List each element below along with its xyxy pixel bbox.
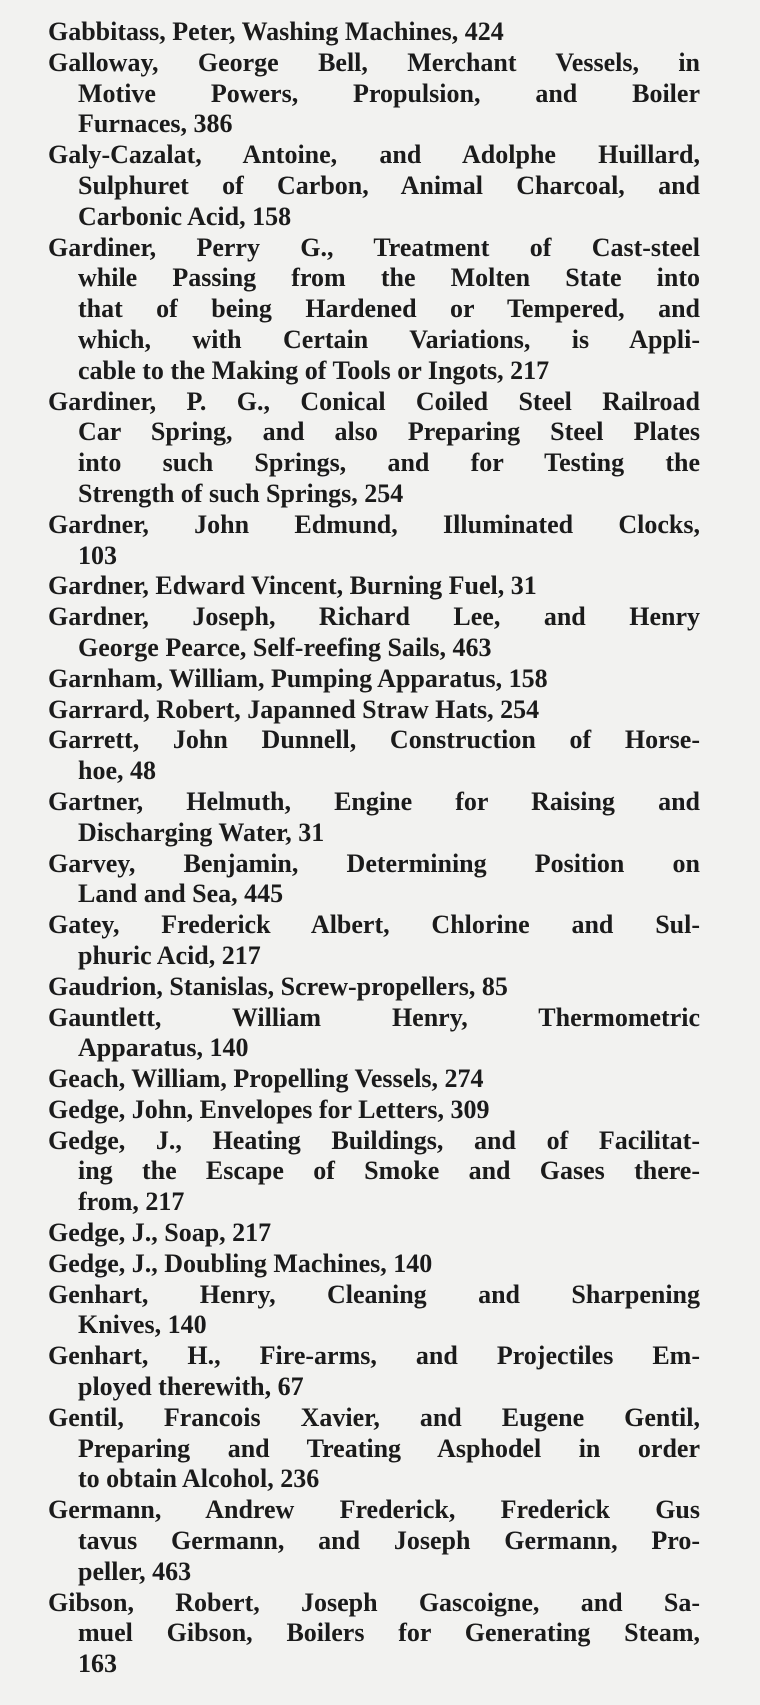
entry-continuation-line: Land and Sea, 445 [78,879,284,909]
index-entry [48,695,700,726]
index-entry [48,510,700,572]
entry-continuation-line: Furnaces, 386 [78,109,233,139]
index-entry [48,910,700,972]
entry-first-line: Gedge, John, Envelopes for Letters, 309 [48,1094,490,1124]
entry-first-line: Gauntlett, William Henry, Thermometric [48,1002,700,1032]
entry-first-line: Gartner, Helmuth, Engine for Raising and [48,786,700,816]
index-entry [48,1403,700,1495]
entry-continuation-line: into such Springs, and for Testing the [78,448,700,478]
index-entry [48,1341,700,1403]
index-entry [48,1249,700,1280]
entry-continuation-line: phuric Acid, 217 [78,940,261,970]
entry-continuation-line: George Pearce, Self-reefing Sails, 463 [78,632,492,662]
entry-continuation-line: muel Gibson, Boilers for Generating Steam, [78,1618,700,1648]
entry-first-line: Gedge, J., Doubling Machines, 140 [48,1248,433,1278]
index-entry [48,1095,700,1126]
entry-first-line: Germann, Andrew Frederick, Frederick Gus [48,1495,700,1525]
entry-first-line: Genhart, H., Fire-arms, and Projectiles Em- [48,1341,700,1371]
entry-continuation-line: Apparatus, 140 [78,1033,249,1063]
entry-continuation-line: ing the Escape of Smoke and Gases there- [78,1156,700,1186]
entry-first-line: Genhart, Henry, Cleaning and Sharpening [48,1279,700,1309]
entry-continuation-line: tavus Germann, and Joseph Germann, Pro- [78,1526,700,1556]
entry-continuation-line: Motive Powers, Propulsion, and Boiler [78,78,700,108]
index-entry [48,1218,700,1249]
entry-first-line: Gentil, Francois Xavier, and Eugene Gentil, [48,1402,700,1432]
entry-first-line: Gabbitass, Peter, Washing Machines, 424 [48,17,504,46]
entry-continuation-line: 103 [78,540,117,570]
entry-first-line: Garrard, Robert, Japanned Straw Hats, 254 [48,694,540,724]
entry-continuation-line: which, with Certain Variations, is Appli- [78,324,700,354]
entry-continuation-line: Preparing and Treating Asphodel in order [78,1433,700,1463]
entry-first-line: Gardner, John Edmund, Illuminated Clocks, [48,509,700,539]
entry-continuation-line: ployed therewith, 67 [78,1372,304,1402]
entry-continuation-line: Discharging Water, 31 [78,817,325,847]
entry-first-line: Gardner, Edward Vincent, Burning Fuel, 31 [48,571,537,601]
entry-first-line: Galy-Cazalat, Antoine, and Adolphe Huillard, [48,140,700,170]
entry-first-line: Gardiner, Perry G., Treatment of Cast-steel [48,232,700,262]
index-entry [48,1126,700,1218]
entry-continuation-line: cable to the Making of Tools or Ingots, 217 [78,355,550,385]
entry-continuation-line: 163 [78,1649,117,1679]
entry-continuation-line: Knives, 140 [78,1310,207,1340]
index-entry [48,140,700,232]
entry-continuation-line: that of being Hardened or Tempered, and [78,294,700,324]
entry-first-line: Gaudrion, Stanislas, Screw-propellers, 85 [48,971,508,1001]
entry-continuation-line: while Passing from the Molten State into [78,263,700,293]
index-entry [48,1588,700,1680]
entry-first-line: Gedge, J., Soap, 217 [48,1218,272,1248]
entry-first-line: Garrett, John Dunnell, Construction of Horse- [48,725,700,755]
index-entry [48,972,700,1003]
index-entry [48,1280,700,1342]
index-entry [48,725,700,787]
index-entry [48,787,700,849]
entry-first-line: Gardner, Joseph, Richard Lee, and Henry [48,602,700,632]
entry-continuation-line: Sulphuret of Carbon, Animal Charcoal, and [78,170,700,200]
index-entry [48,1003,700,1065]
entry-first-line: Geach, William, Propelling Vessels, 274 [48,1064,484,1094]
index-entry [48,664,700,695]
index-page [48,17,700,1680]
entry-first-line: Garnham, William, Pumping Apparatus, 158 [48,663,548,693]
index-entry [48,1495,700,1587]
entry-first-line: Gedge, J., Heating Buildings, and of Facilitat- [48,1125,700,1155]
entry-continuation-line: hoe, 48 [78,756,156,786]
entry-first-line: Gardiner, P. G., Conical Coiled Steel Railroad [48,386,700,416]
index-entry [48,571,700,602]
index-entry [48,849,700,911]
entry-continuation-line: from, 217 [78,1187,185,1217]
entry-first-line: Galloway, George Bell, Merchant Vessels, in [48,47,700,77]
entry-continuation-line: Carbonic Acid, 158 [78,201,292,231]
entry-continuation-line: peller, 463 [78,1556,192,1586]
index-entry [48,602,700,664]
index-entry [48,17,700,48]
index-entry [48,387,700,510]
index-entry [48,233,700,387]
entry-first-line: Garvey, Benjamin, Determining Position on [48,848,700,878]
entry-continuation-line: to obtain Alcohol, 236 [78,1464,320,1494]
index-entry [48,1064,700,1095]
entry-continuation-line: Car Spring, and also Preparing Steel Plates [78,417,700,447]
entry-first-line: Gatey, Frederick Albert, Chlorine and Sul- [48,910,700,940]
index-entry [48,48,700,140]
entry-continuation-line: Strength of such Springs, 254 [78,478,404,508]
entry-first-line: Gibson, Robert, Joseph Gascoigne, and Sa- [48,1587,700,1617]
